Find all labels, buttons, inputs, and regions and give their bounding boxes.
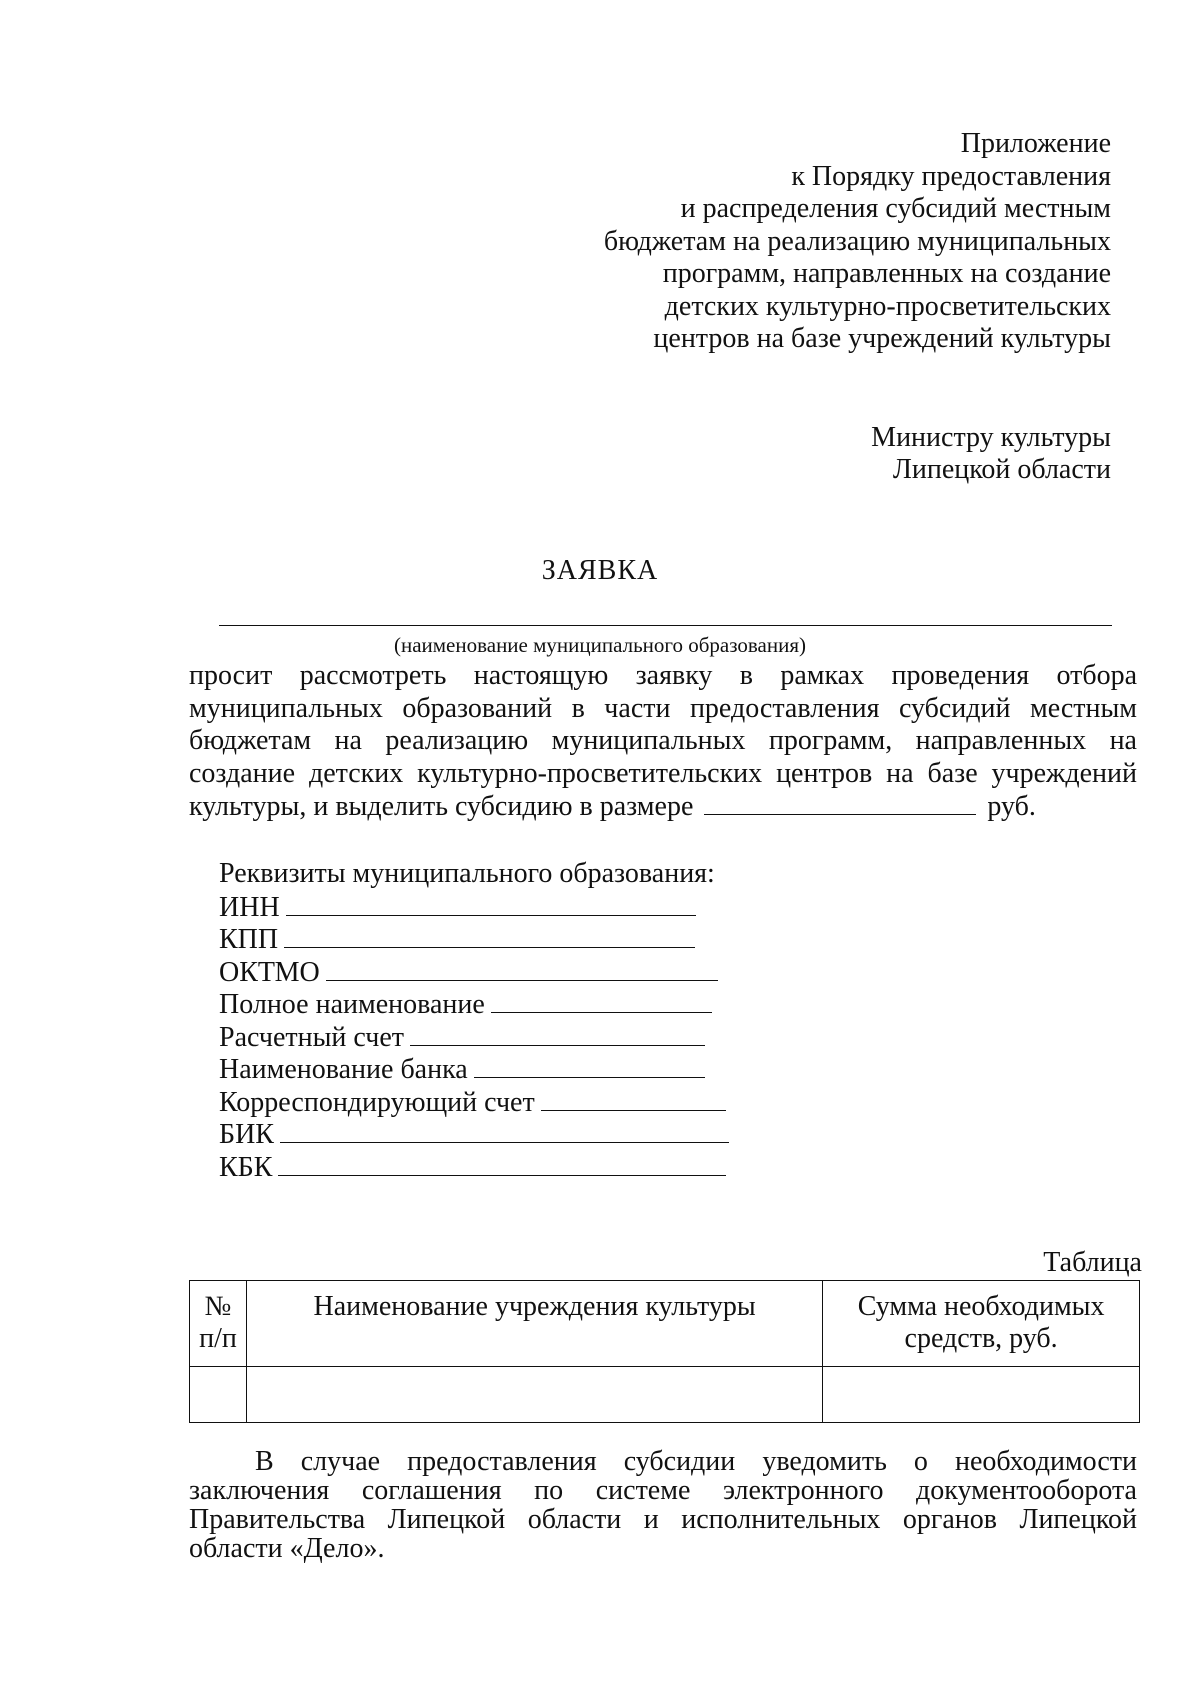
kbk-field[interactable] xyxy=(278,1151,726,1176)
request-line: создание детских культурно-просветительских центров на базе учреждений xyxy=(189,757,1137,789)
settlement-account-row xyxy=(219,1021,729,1054)
appendix-line: Приложение xyxy=(960,128,1111,159)
appendix-line: к Порядку предоставления xyxy=(791,160,1111,192)
correspondent-account-row xyxy=(219,1086,729,1119)
full-name-row xyxy=(219,988,729,1021)
bank-name-label: Наименование банка xyxy=(219,1054,468,1085)
bik-field[interactable] xyxy=(280,1118,729,1143)
settlement-account-label: Расчетный счет xyxy=(219,1021,405,1053)
requisites-heading: Реквизиты муниципального образования: xyxy=(219,858,715,889)
number-cell[interactable] xyxy=(190,1367,247,1423)
amount-header-line: Сумма необходимых xyxy=(857,1291,1105,1322)
request-line: просит рассмотреть настоящую заявку в рамках проведения отбора xyxy=(189,660,1137,691)
note-line: заключения соглашения по системе электронного документооборота xyxy=(189,1475,1137,1506)
bank-name-field[interactable] xyxy=(474,1053,705,1078)
institution-name-column-header: Наименование учреждения культуры xyxy=(246,1281,822,1367)
request-paragraph xyxy=(189,660,1137,823)
kpp-field[interactable] xyxy=(284,923,695,948)
appendix-line: программ, направленных на создание xyxy=(662,258,1111,289)
correspondent-account-label: Корреспондирующий счет xyxy=(219,1086,535,1118)
number-header-line: п/п xyxy=(199,1323,237,1354)
table-caption: Таблица xyxy=(1043,1247,1142,1278)
appendix-line: детских культурно-просветительских xyxy=(664,290,1111,322)
note-line: области «Дело». xyxy=(189,1533,385,1564)
bik-label: БИК xyxy=(219,1119,274,1150)
municipality-caption: (наименование муниципального образования) xyxy=(393,633,807,657)
note-line: Правительства Липецкой области и исполнительных органов Липецкой xyxy=(189,1504,1137,1535)
inn-label: ИНН xyxy=(219,891,280,923)
subsidy-amount-field[interactable] xyxy=(704,790,976,815)
amount-cell[interactable] xyxy=(823,1367,1140,1423)
table-row xyxy=(190,1367,1140,1423)
note-line: В случае предоставления субсидии уведомить о необходимости xyxy=(255,1446,1137,1477)
bik-row xyxy=(219,1118,729,1151)
request-line: бюджетам на реализацию муниципальных программ, направленных на xyxy=(189,725,1137,756)
addressee-block xyxy=(871,422,1111,486)
full-name-label: Полное наименование xyxy=(219,989,485,1020)
settlement-account-field[interactable] xyxy=(410,1021,705,1046)
oktmo-field[interactable] xyxy=(326,956,718,981)
inn-row xyxy=(219,891,729,924)
request-last-line xyxy=(189,790,1137,823)
kbk-row xyxy=(219,1151,729,1184)
appendix-line: центров на базе учреждений культуры xyxy=(653,323,1111,354)
table-header-row xyxy=(190,1281,1140,1367)
currency-label: руб. xyxy=(987,791,1036,822)
request-line-text: культуры, и выделить субсидию в размере xyxy=(189,791,694,822)
full-name-field[interactable] xyxy=(491,988,712,1013)
request-line: муниципальных образований в части предоставления субсидий местным xyxy=(189,692,1137,724)
oktmo-label: ОКТМО xyxy=(219,956,320,988)
municipality-name-field[interactable] xyxy=(219,625,1112,626)
number-header-line: № xyxy=(204,1291,232,1322)
addressee-line: Липецкой области xyxy=(892,454,1111,485)
kpp-label: КПП xyxy=(219,924,279,955)
inn-field[interactable] xyxy=(286,891,696,916)
institutions-table xyxy=(189,1280,1140,1423)
kbk-label: КБК xyxy=(219,1151,273,1183)
kpp-row xyxy=(219,923,729,956)
number-column-header xyxy=(190,1281,247,1367)
document-title: ЗАЯВКА xyxy=(541,555,659,586)
notification-paragraph xyxy=(189,1447,1137,1563)
appendix-line: бюджетам на реализацию муниципальных xyxy=(603,225,1111,257)
institution-name-cell[interactable] xyxy=(246,1367,822,1423)
amount-header-line: средств, руб. xyxy=(904,1323,1058,1354)
requisites-block xyxy=(219,858,729,1183)
oktmo-row xyxy=(219,956,729,989)
correspondent-account-field[interactable] xyxy=(541,1086,726,1111)
addressee-line: Министру культуры xyxy=(871,422,1111,453)
appendix-header xyxy=(604,128,1111,356)
bank-name-row xyxy=(219,1053,729,1086)
appendix-line: и распределения субсидий местным xyxy=(680,193,1111,224)
amount-column-header xyxy=(823,1281,1140,1367)
